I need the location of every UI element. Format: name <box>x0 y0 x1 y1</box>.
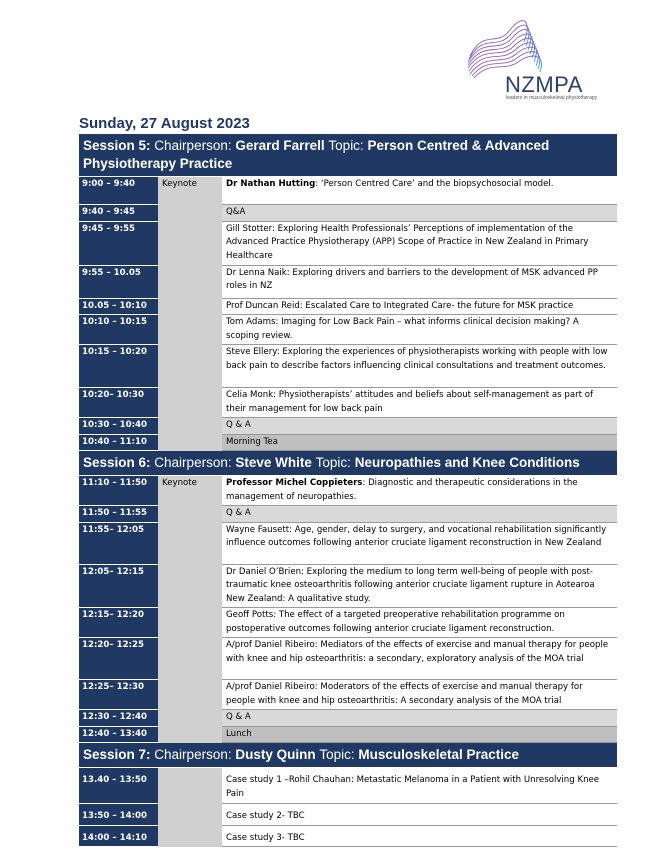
session-number: Session 5: <box>83 138 151 153</box>
presentation-title: Lunch <box>226 728 252 739</box>
session-type <box>158 804 222 826</box>
time-slot: 13:50 – 14:00 <box>79 804 158 826</box>
schedule-table <box>79 134 617 847</box>
schedule-row <box>79 710 617 727</box>
session-type <box>158 221 222 265</box>
schedule-row <box>79 680 617 710</box>
session-type <box>158 564 222 608</box>
presentation-cell <box>222 315 617 345</box>
presentation-title: : Diagnostic and therapeutic considerations in the management of neuropathies. <box>226 478 578 502</box>
schedule-row <box>79 205 617 222</box>
time-slot: 11:55– 12:05 <box>79 522 158 564</box>
presentation-cell <box>222 825 617 847</box>
session-header-cell <box>79 451 617 476</box>
presentation-cell <box>222 710 617 727</box>
session-type <box>158 768 222 804</box>
session-type: Keynote <box>158 177 222 205</box>
session-type <box>158 205 222 222</box>
session-header-cell <box>79 743 617 768</box>
time-slot: 10:10 – 10:15 <box>79 315 158 345</box>
time-slot: 12:25– 12:30 <box>79 680 158 710</box>
schedule-row <box>79 564 617 608</box>
time-slot: 12:40 – 13:40 <box>79 726 158 743</box>
schedule-row <box>79 825 617 847</box>
session-type <box>158 418 222 435</box>
topic-label: Topic: <box>319 747 355 762</box>
presentation-cell <box>222 608 617 638</box>
schedule-row <box>79 476 617 506</box>
presentation-title: Q & A <box>226 508 251 518</box>
presentation-cell <box>222 804 617 826</box>
presentation-cell <box>222 205 617 222</box>
presentation-title: Tom Adams: Imaging for Low Back Pain – what informs clinical decision making? A scoping review. <box>226 317 579 341</box>
session-topic: Musculoskeletal Practice <box>358 747 519 762</box>
page-date-heading: Sunday, 27 August 2023 <box>79 115 250 132</box>
presentation-title: Prof Duncan Reid: Escalated Care to Integrated Care- the future for MSK practice <box>226 300 574 311</box>
presentation-cell <box>222 522 617 564</box>
chairperson-name: Steve White <box>235 455 312 470</box>
session-type <box>158 726 222 743</box>
time-slot: 9:40 – 9:45 <box>79 205 158 222</box>
presentation-title: Case study 3- TBC <box>226 832 305 843</box>
time-slot: 9:55 – 10.05 <box>79 265 158 298</box>
presentation-title: Geoff Potts: The effect of a targeted preoperative rehabilitation programme on postoperative outcomes following anterior cruciate ligament reconstruction. <box>226 610 565 634</box>
session-type <box>158 710 222 727</box>
presentation-title: Gill Stotter: Exploring Health Professionals’ Perceptions of implementation of the Advanced Practice Physiotherapy (APP) Scope of Practice in New Zealand in Primary Healthcare <box>226 223 589 261</box>
session-type <box>158 388 222 418</box>
time-slot: 10:20– 10:30 <box>79 388 158 418</box>
topic-label: Topic: <box>328 138 364 153</box>
presentation-cell <box>222 265 617 298</box>
session-type <box>158 680 222 710</box>
presentation-title: Q & A <box>226 712 251 722</box>
presentation-title: A/prof Daniel Ribeiro: Moderators of the effects of exercise and manual therapy for people with knee and hip osteoarthritis: A secondary analysis of the MOA trial <box>226 682 583 706</box>
time-slot: 10:15 – 10:20 <box>79 345 158 388</box>
schedule-row <box>79 522 617 564</box>
session-type <box>158 506 222 523</box>
time-slot: 12:30 – 12:40 <box>79 710 158 727</box>
time-slot: 12:05– 12:15 <box>79 564 158 608</box>
chairperson-label: Chairperson: <box>154 747 232 762</box>
session-type <box>158 265 222 298</box>
chairperson-label: Chairperson: <box>154 138 232 153</box>
schedule-row <box>79 298 617 315</box>
presentation-title: Dr Daniel O’Brien: Exploring the medium to long term well-being of people with post-traumatic knee osteoarthritis following anterior cruciate ligament rupture in Aotearoa New Zealand: A qualitative study. <box>226 566 595 604</box>
session-number: Session 6: <box>83 455 151 470</box>
session-type <box>158 298 222 315</box>
presentation-title: Case study 1 –Rohil Chauhan: Metastatic Melanoma in a Patient with Unresolving Knee Pain <box>226 775 600 799</box>
time-slot: 10:30 – 10:40 <box>79 418 158 435</box>
chairperson-name: Dusty Quinn <box>235 747 316 762</box>
time-slot: 14:00 – 14:10 <box>79 825 158 847</box>
session-type <box>158 608 222 638</box>
keynote-speaker: Dr Nathan Hutting <box>226 179 316 189</box>
time-slot: 9:00 – 9:40 <box>79 177 158 205</box>
session-header-cell <box>79 134 617 177</box>
schedule-row <box>79 177 617 205</box>
presentation-title: Q&A <box>226 207 246 217</box>
presentation-cell <box>222 726 617 743</box>
session-number: Session 7: <box>83 747 151 762</box>
chairperson-name: Gerard Farrell <box>235 138 325 153</box>
schedule-row <box>79 726 617 743</box>
presentation-title: Celia Monk: Physiotherapists’ attitudes and beliefs about self-management as part of their management for low back pain <box>226 390 594 414</box>
session-type: Keynote <box>158 476 222 506</box>
presentation-cell <box>222 680 617 710</box>
presentation-title: Case study 2- TBC <box>226 811 305 821</box>
schedule-row <box>79 265 617 298</box>
presentation-cell <box>222 434 617 451</box>
presentation-cell <box>222 345 617 388</box>
logo-tagline: leaders in musculoskeletal physiotherapy <box>506 95 598 101</box>
session-type <box>158 638 222 680</box>
presentation-cell <box>222 564 617 608</box>
schedule-row <box>79 768 617 804</box>
logo-name: NZMPA <box>505 72 583 97</box>
presentation-cell <box>222 506 617 523</box>
keynote-speaker: Professor Michel Coppieters <box>226 478 363 488</box>
presentation-title: Morning Tea <box>226 436 278 447</box>
time-slot: 10.05 – 10:10 <box>79 298 158 315</box>
schedule-row <box>79 608 617 638</box>
presentation-cell <box>222 298 617 315</box>
presentation-cell <box>222 418 617 435</box>
time-slot: 11:10 – 11:50 <box>79 476 158 506</box>
presentation-title: Q & A <box>226 420 251 430</box>
presentation-cell <box>222 177 617 205</box>
time-slot: 10:40 – 11:10 <box>79 434 158 451</box>
session-header <box>79 134 617 177</box>
presentation-title: Steve Ellery: Exploring the experiences of physiotherapists working with people with low back pain to describe factors influencing clinical consultations and treatment outcomes. <box>226 347 608 371</box>
time-slot: 13.40 – 13:50 <box>79 768 158 804</box>
session-header <box>79 451 617 476</box>
time-slot: 11:50 – 11:55 <box>79 506 158 523</box>
presentation-cell <box>222 768 617 804</box>
time-slot: 9:45 – 9:55 <box>79 221 158 265</box>
presentation-cell <box>222 638 617 680</box>
schedule-row <box>79 804 617 826</box>
time-slot: 12:15– 12:20 <box>79 608 158 638</box>
presentation-cell <box>222 388 617 418</box>
session-type <box>158 345 222 388</box>
session-type <box>158 522 222 564</box>
schedule-row <box>79 315 617 345</box>
schedule-row <box>79 388 617 418</box>
presentation-cell <box>222 476 617 506</box>
presentation-title: Wayne Fausett: Age, gender, delay to surgery, and vocational rehabilitation significantly influence outcomes following anterior cruciate ligament reconstruction in New Zealand <box>226 524 607 548</box>
session-type <box>158 825 222 847</box>
presentation-title: Dr Lenna Naik: Exploring drivers and barriers to the development of MSK advanced PP roles in NZ <box>226 267 598 291</box>
time-slot: 12:20– 12:25 <box>79 638 158 680</box>
schedule-row <box>79 221 617 265</box>
schedule-row <box>79 418 617 435</box>
schedule-row <box>79 638 617 680</box>
presentation-cell <box>222 221 617 265</box>
session-header <box>79 743 617 768</box>
schedule-row <box>79 345 617 388</box>
session-topic: Person Centred & Advanced Physiotherapy Practice <box>83 138 550 171</box>
presentation-title: A/prof Daniel Ribeiro: Mediators of the effects of exercise and manual therapy for people with knee and hip osteoarthritis: a secondary, exploratory analysis of the MOA trial <box>226 640 609 664</box>
chairperson-label: Chairperson: <box>154 455 232 470</box>
schedule-row <box>79 434 617 451</box>
schedule-row <box>79 506 617 523</box>
presentation-title: : ‘Person Centred Care’ and the biopsychosocial model. <box>315 179 554 189</box>
session-type <box>158 434 222 451</box>
session-topic: Neuropathies and Knee Conditions <box>354 455 580 470</box>
session-type <box>158 315 222 345</box>
topic-label: Topic: <box>315 455 351 470</box>
